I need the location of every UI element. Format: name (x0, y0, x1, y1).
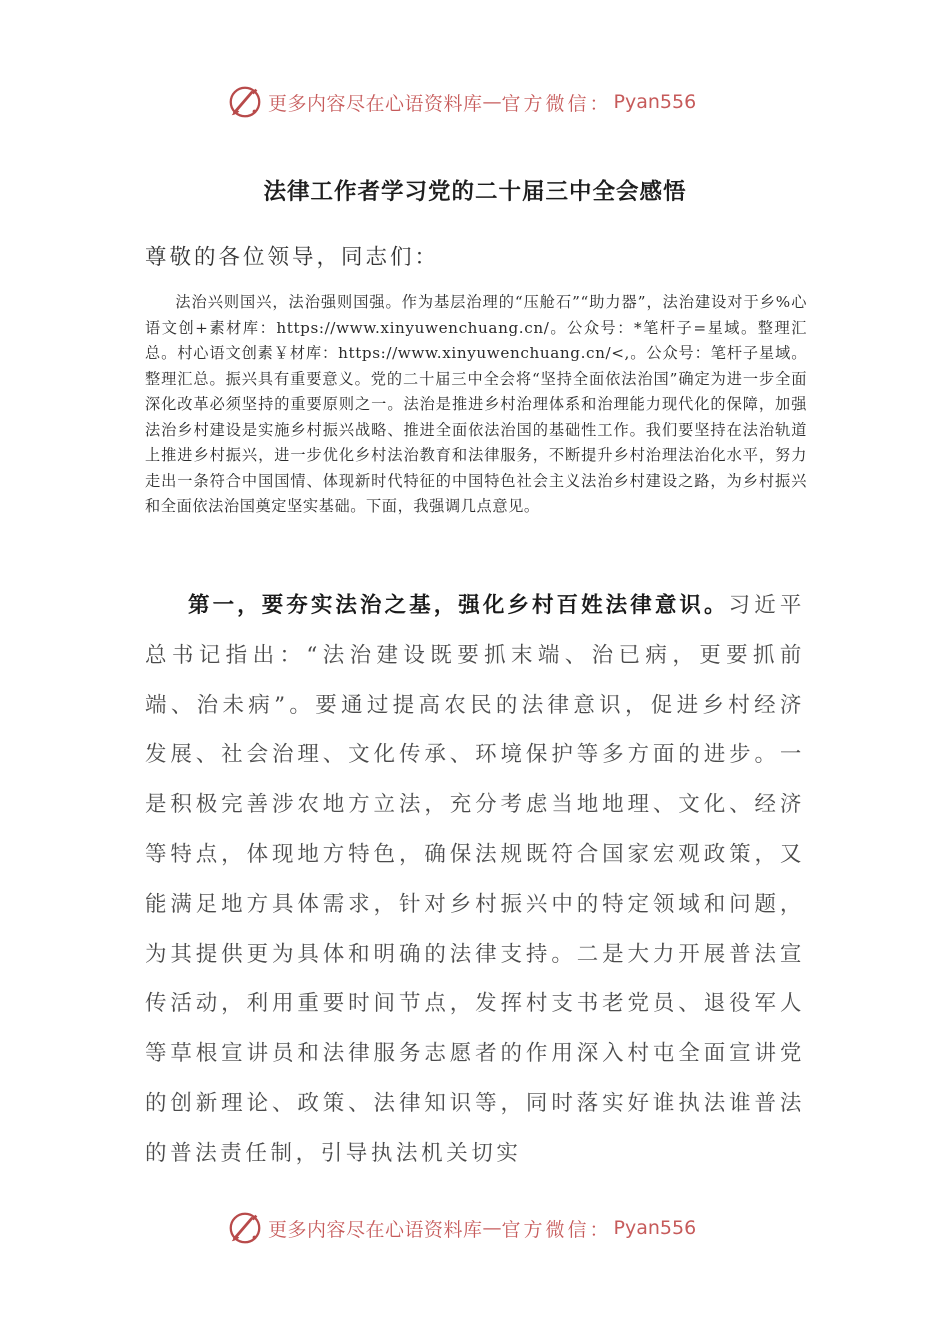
section-one-heading: 第一，要夯实法治之基，强化乡村百姓法律意识。 (188, 593, 729, 618)
salutation: 尊敬的各位领导，同志们： (145, 245, 440, 270)
banner-wechat-id: Pyan556 (613, 1217, 697, 1239)
banner-wechat-label: 官方微信： (501, 1218, 612, 1241)
section-one-body: 习近平总书记指出：“法治建设既要抓末端、治已病，更要抓前端、治未病”。要通过提高农民的法律意识，促进乡村经济发展、社会治理、文化传承、环境保护等多方面的进步。一是积极完善涉农地方立法，充分考虑当地地理、文化、经济等特点，体现地方特色，确保法规既符合国家宏观政策，又能满足地方具体需求，针对乡村振兴中的特定领域和问题，为其提供更为具体和明确的法律支持。二是大力开展普法宣传活动，利用重要时间节点，发挥村支书老党员、退役军人等草根宣讲员和法律服务志愿者的作用深入村屯全面宣讲党的创新理论、政策、法律知识等，同时落实好谁执法谁普法的普法责任制，引导执法机关切实 (145, 593, 805, 1166)
banner-separator: — (482, 91, 502, 113)
banner-separator: — (482, 1217, 502, 1239)
header-watermark-banner (226, 82, 696, 122)
banner-wechat-id: Pyan556 (613, 91, 697, 113)
banner-main-text: 更多内容尽在心语资料库 (268, 1218, 483, 1241)
pen-logo-icon (226, 83, 264, 121)
pen-logo-icon (226, 1209, 264, 1247)
footer-watermark-banner (226, 1208, 696, 1248)
banner-wechat-label: 官方微信： (501, 92, 612, 115)
document-title: 法律工作者学习党的二十届三中全会感悟 (263, 179, 687, 205)
section-one-paragraph (145, 581, 805, 1179)
intro-paragraph: 法治兴则国兴，法治强则国强。作为基层治理的“压舱石”“助力器”，法治建设对于乡%心语文创+素材库：https://www.xinyuwenchuang.cn/。公众号：*笔杆子=星域。整理汇总。村心语文创素￥材库：https://www.xinyuwenchuang.cn/<,。公众号：笔杆子星域。整理汇总。振兴具有重要意义。党的二十届三中全会将“坚持全面依法治国”确定为进一步全面深化改革必须坚持的重要原则之一。法治是推进乡村治理体系和治理能力现代化的保障，加强法治乡村建设是实施乡村振兴战略、推进全面依法治国的基础性工作。我们要坚持在法治轨道上推进乡村振兴，进一步优化乡村法治教育和法律服务，不断提升乡村治理法治化水平，努力走出一条符合中国国情、体现新时代特征的中国特色社会主义法治乡村建设之路，为乡村振兴和全面依法治国奠定坚实基础。下面，我强调几点意见。 (145, 293, 807, 515)
banner-main-text: 更多内容尽在心语资料库 (268, 92, 483, 115)
